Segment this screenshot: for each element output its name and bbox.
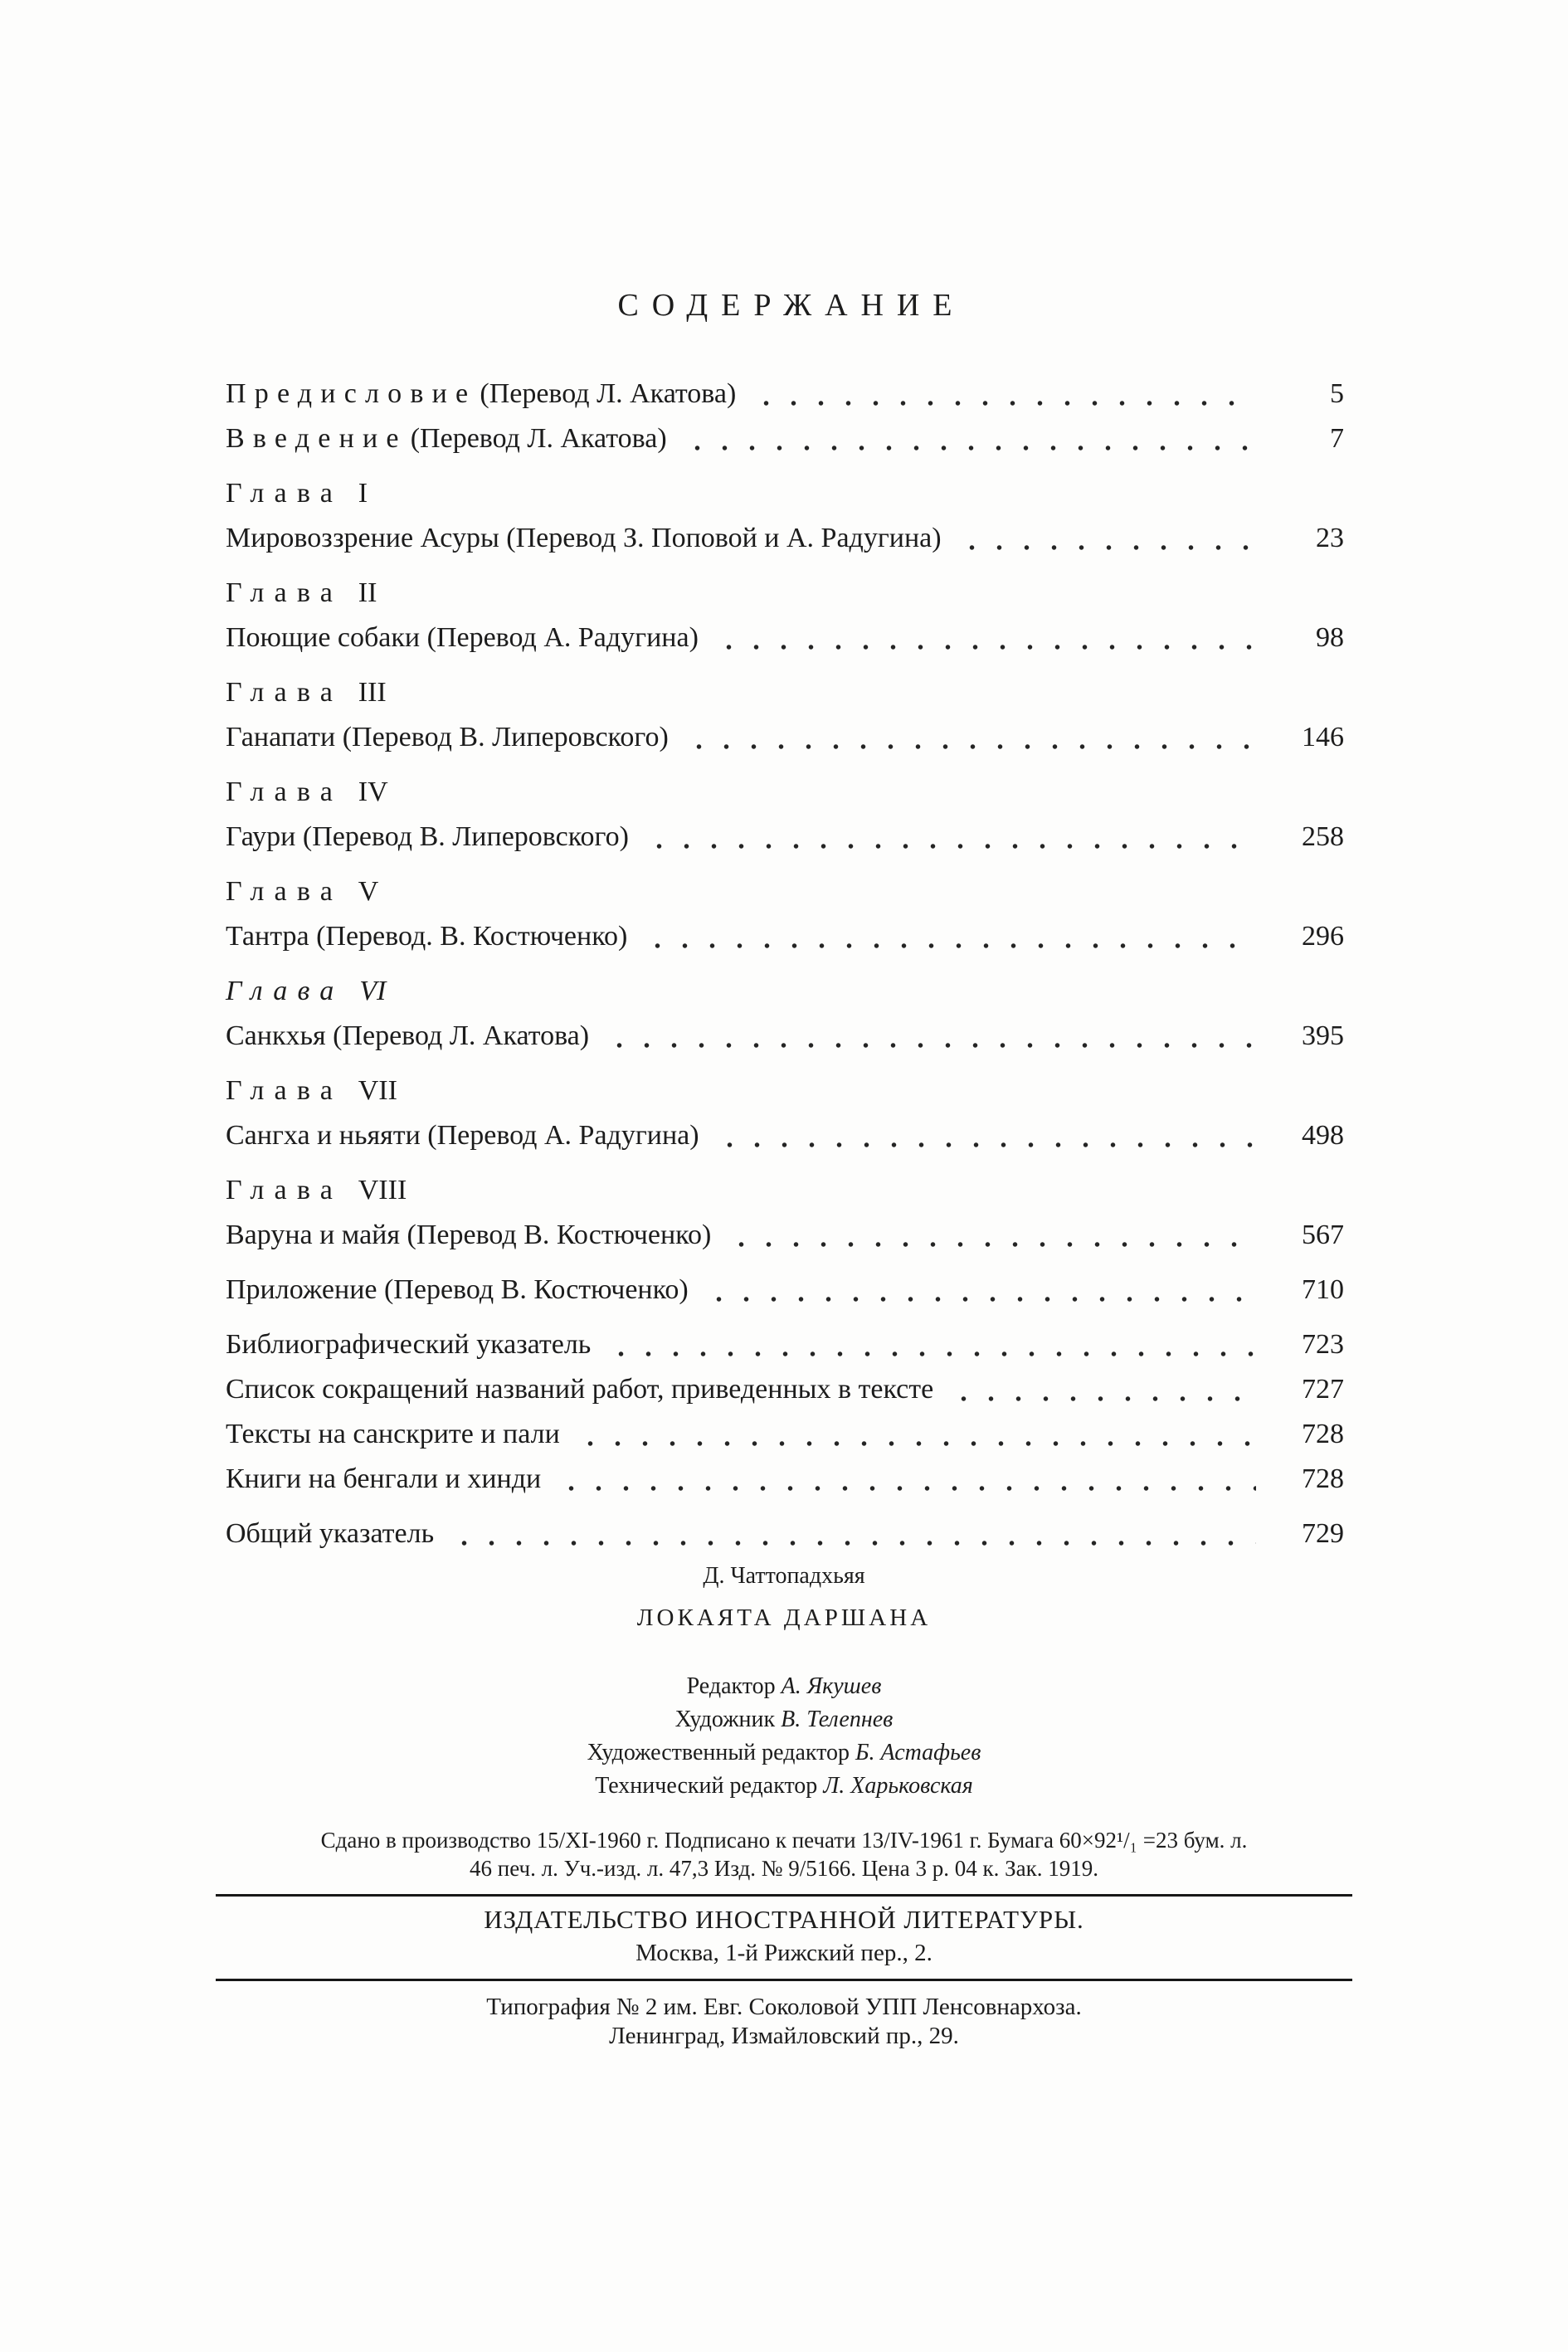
dot-leader	[714, 1140, 1256, 1150]
chapter-title: Тантра (Перевод. В. Костюченко)	[226, 921, 628, 952]
dot-leader	[604, 1040, 1256, 1050]
credit-name: В. Телепнев	[781, 1707, 894, 1732]
page-number: 728	[1302, 1463, 1344, 1494]
entry-head: Введение	[226, 423, 407, 454]
dot-leader	[556, 1483, 1256, 1493]
entry-title: Общий указатель	[226, 1518, 435, 1549]
chapter-word: Глава	[226, 1075, 343, 1106]
entry-head: Предисловие	[226, 378, 477, 409]
print-info-line2: 46 печ. л. Уч.-изд. л. 47,3 Изд. № 9/5166. Цена 3 р. 04 к. Зак. 1919.	[470, 1856, 1098, 1881]
toc-entry-bengali-books	[226, 1457, 1344, 1502]
chapter-number: VI	[359, 976, 387, 1006]
dot-leader	[713, 642, 1256, 652]
chapter-title: Поющие собаки (Перевод А. Радугина)	[226, 622, 699, 653]
page-number: 5	[1330, 378, 1344, 409]
chapter-label	[226, 969, 1344, 1014]
page-number: 498	[1302, 1120, 1344, 1151]
chapter-number: IV	[358, 777, 388, 807]
chapter-title: Санкхья (Перевод Л. Акатова)	[226, 1020, 590, 1051]
publisher-address: Москва, 1-й Рижский пер., 2.	[635, 1940, 933, 1966]
printer-address: Ленинград, Измайловский пр., 29.	[609, 2023, 959, 2049]
chapter-title: Ганапати (Перевод В. Липеровского)	[226, 722, 669, 752]
toc-group-chapter-1	[226, 471, 1344, 561]
chapter-number: I	[358, 478, 368, 509]
toc-entry-preface	[226, 372, 1344, 416]
dot-leader	[449, 1538, 1256, 1548]
toc-entry	[226, 715, 1344, 760]
credit-technical-editor	[0, 1770, 1568, 1803]
page-number: 727	[1302, 1374, 1344, 1405]
chapter-word: Глава	[226, 677, 343, 708]
page-number: 710	[1302, 1274, 1344, 1305]
toc-group-chapter-6	[226, 969, 1344, 1059]
dot-leader	[948, 1394, 1256, 1404]
chapter-word: Глава	[226, 577, 343, 608]
publisher-name: ИЗДАТЕЛЬСТВО ИНОСТРАННОЙ ЛИТЕРАТУРЫ.	[484, 1905, 1084, 1934]
colophon-author: Д. Чаттопадхьяя	[703, 1563, 865, 1589]
dot-leader	[751, 398, 1256, 408]
toc-entry	[226, 1213, 1344, 1258]
page-title: СОДЕРЖАНИЕ	[617, 288, 966, 323]
credit-role: Художник	[674, 1707, 776, 1732]
chapter-word: Глава	[226, 976, 344, 1006]
toc-group-chapter-3	[226, 670, 1344, 760]
page-number: 567	[1302, 1220, 1344, 1250]
entry-title: Библиографический указатель	[226, 1329, 592, 1360]
chapter-number: V	[358, 876, 379, 907]
dot-leader	[642, 941, 1256, 951]
entry-rest: (Перевод Л. Акатова)	[480, 378, 737, 409]
table-of-contents	[226, 287, 1344, 1556]
toc-entry	[226, 516, 1344, 561]
page-number: 258	[1302, 821, 1344, 852]
chapter-label	[226, 1069, 1344, 1113]
chapter-word: Глава	[226, 876, 343, 907]
chapter-title: Гаури (Перевод В. Липеровского)	[226, 821, 629, 852]
toc-group-chapter-8	[226, 1168, 1344, 1258]
page-number: 146	[1302, 722, 1344, 752]
horizontal-rule-top	[216, 1894, 1352, 1897]
toc-entry-bibliography	[226, 1322, 1344, 1367]
dot-leader	[644, 841, 1256, 851]
dot-leader	[682, 443, 1256, 453]
chapter-label	[226, 869, 1344, 914]
toc-group-chapter-4	[226, 770, 1344, 859]
chapter-word: Глава	[226, 1175, 343, 1205]
page-number: 395	[1302, 1020, 1344, 1051]
toc-entry	[226, 1113, 1344, 1158]
credit-role: Художественный редактор	[587, 1740, 850, 1765]
toc-group-chapter-7	[226, 1069, 1344, 1158]
chapter-label	[226, 770, 1344, 815]
horizontal-rule-bottom	[216, 1979, 1352, 1981]
dot-leader	[726, 1239, 1256, 1249]
credit-name: Л. Харьковская	[823, 1773, 973, 1799]
chapter-label	[226, 670, 1344, 715]
credit-name: А. Якушев	[781, 1673, 882, 1699]
page-number: 729	[1302, 1518, 1344, 1549]
dot-leader	[704, 1294, 1256, 1304]
page-number: 723	[1302, 1329, 1344, 1360]
toc-entry	[226, 616, 1344, 660]
page-number: 98	[1316, 622, 1344, 653]
printer-block	[0, 1993, 1568, 2051]
toc-group-chapter-2	[226, 571, 1344, 660]
print-info-line1: Сдано в производство 15/XI-1960 г. Подписано к печати 13/IV-1961 г. Бумага 60×92¹/₁ =23 бум. л.	[320, 1828, 1248, 1853]
toc-entry	[226, 815, 1344, 859]
print-info	[0, 1826, 1568, 1882]
entry-title: Список сокращений названий работ, приведенных в тексте	[226, 1374, 934, 1405]
toc-entry-sanskrit-texts	[226, 1412, 1344, 1457]
chapter-word: Глава	[226, 478, 343, 509]
dot-leader	[575, 1439, 1256, 1449]
chapter-number: VII	[358, 1075, 397, 1106]
page-number: 296	[1302, 921, 1344, 952]
dot-leader	[684, 742, 1256, 752]
chapter-title: Сангха и ньяяти (Перевод А. Радугина)	[226, 1120, 699, 1151]
colophon-book-title: ЛОКАЯТА ДАРШАНА	[636, 1605, 932, 1631]
entry-title: Тексты на санскрите и пали	[226, 1419, 560, 1449]
toc-entry-introduction	[226, 416, 1344, 461]
chapter-word: Глава	[226, 777, 343, 807]
printer-name: Типография № 2 им. Евг. Соколовой УПП Ленсовнархоза.	[486, 1994, 1082, 2020]
entry-title: Книги на бенгали и хинди	[226, 1463, 542, 1494]
toc-entry-general-index	[226, 1512, 1344, 1556]
dot-leader	[957, 543, 1256, 553]
page-number: 728	[1302, 1419, 1344, 1449]
chapter-label	[226, 471, 1344, 516]
colophon	[0, 1563, 1568, 2051]
chapter-number: II	[358, 577, 377, 608]
credit-name: Б. Астафьев	[855, 1740, 981, 1765]
credit-art-editor	[0, 1736, 1568, 1770]
toc-entry	[226, 914, 1344, 959]
entry-title: Приложение (Перевод В. Костюченко)	[226, 1274, 689, 1305]
chapter-title: Варуна и майя (Перевод В. Костюченко)	[226, 1220, 712, 1250]
chapter-number: VIII	[358, 1175, 407, 1205]
credit-role: Редактор	[686, 1673, 776, 1699]
page-number: 23	[1316, 523, 1344, 553]
dot-leader	[606, 1349, 1256, 1359]
chapter-title: Мировоззрение Асуры (Перевод З. Поповой и А. Радугина)	[226, 523, 942, 553]
chapter-label	[226, 1168, 1344, 1213]
chapter-label	[226, 571, 1344, 616]
credit-role: Технический редактор	[595, 1773, 818, 1799]
credit-artist	[0, 1703, 1568, 1736]
entry-rest: (Перевод Л. Акатова)	[410, 423, 667, 454]
toc-entry	[226, 1014, 1344, 1059]
toc-entry-appendix	[226, 1268, 1344, 1312]
credit-editor	[0, 1670, 1568, 1703]
page-number: 7	[1330, 423, 1344, 454]
chapter-number: III	[358, 677, 387, 708]
toc-group-chapter-5	[226, 869, 1344, 959]
colophon-credits	[0, 1670, 1568, 1803]
toc-entry-abbreviations	[226, 1367, 1344, 1412]
